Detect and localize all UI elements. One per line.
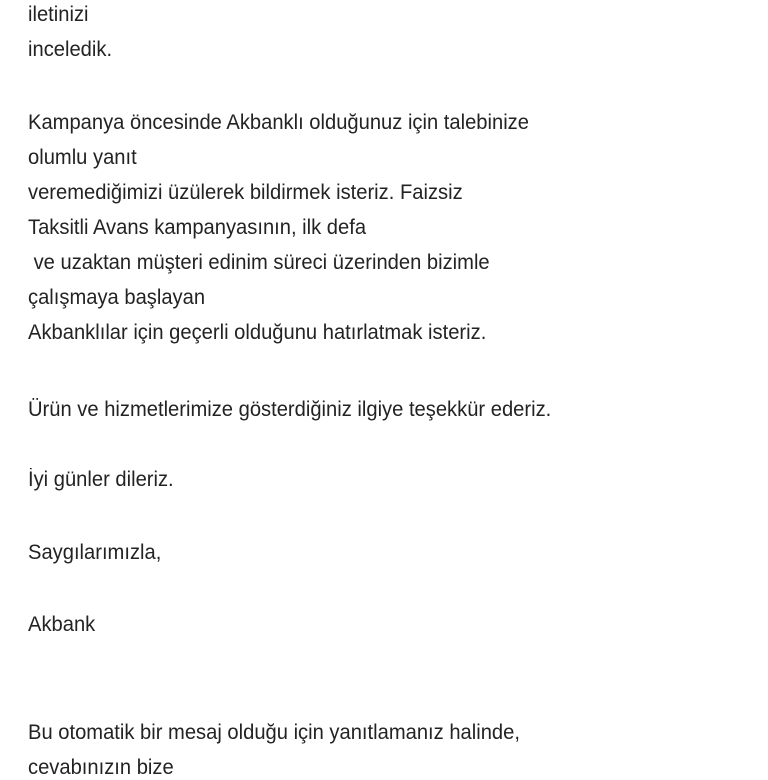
thanks-line: Ürün ve hizmetlerimize gösterdiğiniz ilgiye teşekkür ederiz. (28, 398, 552, 421)
closing-line: Saygılarımızla, (28, 541, 162, 564)
opening-line-2: inceledik. (28, 38, 113, 61)
main-paragraph-line-2: olumlu yanıt (28, 146, 137, 169)
main-paragraph-line-1: Kampanya öncesinde Akbanklı olduğunuz için talebinize (28, 111, 529, 134)
main-paragraph-line-6: çalışmaya başlayan (28, 286, 206, 309)
main-paragraph-line-4: Taksitli Avans kampanyasının, ilk defa (28, 216, 367, 239)
main-paragraph-line-3: veremediğimizi üzülerek bildirmek isteriz. Faizsiz (28, 181, 463, 204)
main-paragraph-line-5: ve uzaktan müşteri edinim süreci üzerinden bizimle (28, 251, 490, 274)
signature: Akbank (28, 613, 96, 636)
footer-line-2: cevabınızın bize (28, 756, 174, 779)
footer-line-1: Bu otomatik bir mesaj olduğu için yanıtlamanız halinde, (28, 721, 520, 744)
greeting-line: İyi günler dileriz. (28, 468, 174, 491)
main-paragraph-line-7: Akbanklılar için geçerli olduğunu hatırlatmak isteriz. (28, 321, 487, 344)
opening-line-1: iletinizi (28, 3, 89, 26)
